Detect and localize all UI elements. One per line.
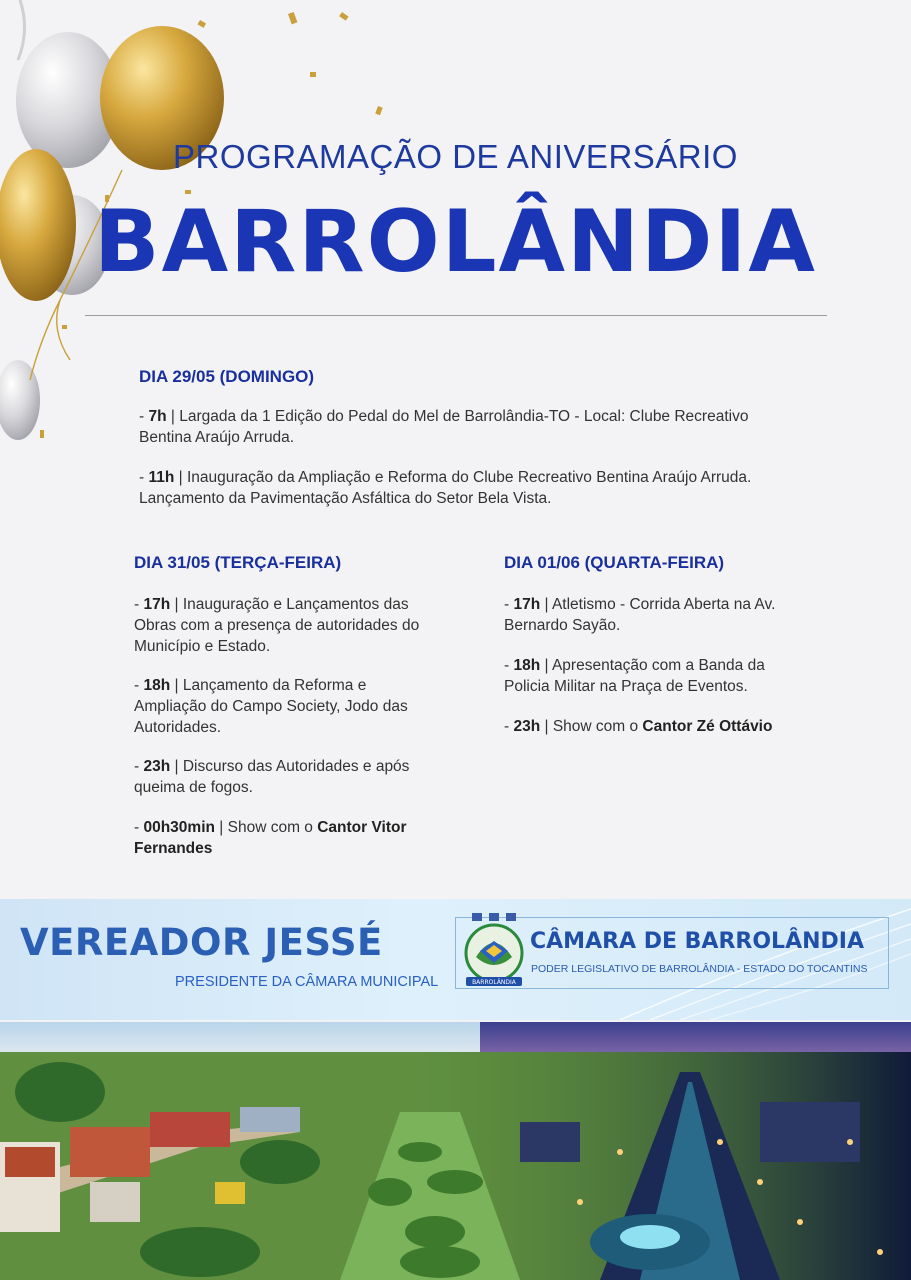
councilor-role: PRESIDENTE DA CÂMARA MUNICIPAL: [175, 974, 439, 990]
event-item: - 18h | Lançamento da Reforma e Ampliação do Campo Society, Jodo das Autoridades.: [134, 677, 408, 736]
day-heading-01-06: DIA 01/06 (QUARTA-FEIRA): [504, 553, 725, 572]
event-item: - 23h | Discurso das Autoridades e após queima de fogos.: [134, 758, 410, 796]
silver-balloon: [0, 360, 40, 440]
chamber-seal-icon: [460, 911, 528, 991]
event-item: - 7h | Largada da 1 Edição do Pedal do Mel de Barrolândia-TO - Local: Clube Recreativo Bentina Araújo Arruda.: [139, 408, 749, 446]
day-heading-29-05: DIA 29/05 (DOMINGO): [139, 367, 315, 386]
day-heading-31-05: DIA 31/05 (TERÇA-FEIRA): [134, 553, 342, 572]
city-aerial-photo: [0, 1022, 911, 1280]
event-item: - 11h | Inauguração da Ampliação e Reforma do Clube Recreativo Bentina Araújo Arruda. Lançamento da Pavimentação Asfáltica do Setor Bela Vista.: [139, 469, 752, 507]
event-item: - 00h30min | Show com o Cantor Vitor Fernandes: [134, 819, 407, 857]
chamber-title: CÂMARA DE BARROLÂNDIA: [530, 929, 864, 954]
divider: [85, 315, 827, 316]
page-subtitle: PROGRAMAÇÃO DE ANIVERSÁRIO: [173, 138, 738, 175]
confetti-decoration: [280, 0, 400, 120]
page-title: BARROLÂNDIA: [94, 192, 817, 292]
event-item: - 17h | Inauguração e Lançamentos das Obras com a presença de autoridades do Município e Estado.: [134, 596, 420, 655]
footer-banner: [0, 899, 911, 1020]
svg-text:BARROLÂNDIA: BARROLÂNDIA: [472, 979, 516, 986]
event-item: - 17h | Atletismo - Corrida Aberta na Av. Bernardo Sayão.: [504, 596, 776, 634]
event-item: - 23h | Show com o Cantor Zé Ottávio: [504, 718, 773, 735]
councilor-name: VEREADOR JESSÉ: [20, 921, 383, 964]
event-item: - 18h | Apresentação com a Banda da Policia Militar na Praça de Eventos.: [504, 657, 765, 695]
chamber-subtitle: PODER LEGISLATIVO DE BARROLÂNDIA - ESTADO DO TOCANTINS: [531, 963, 868, 975]
